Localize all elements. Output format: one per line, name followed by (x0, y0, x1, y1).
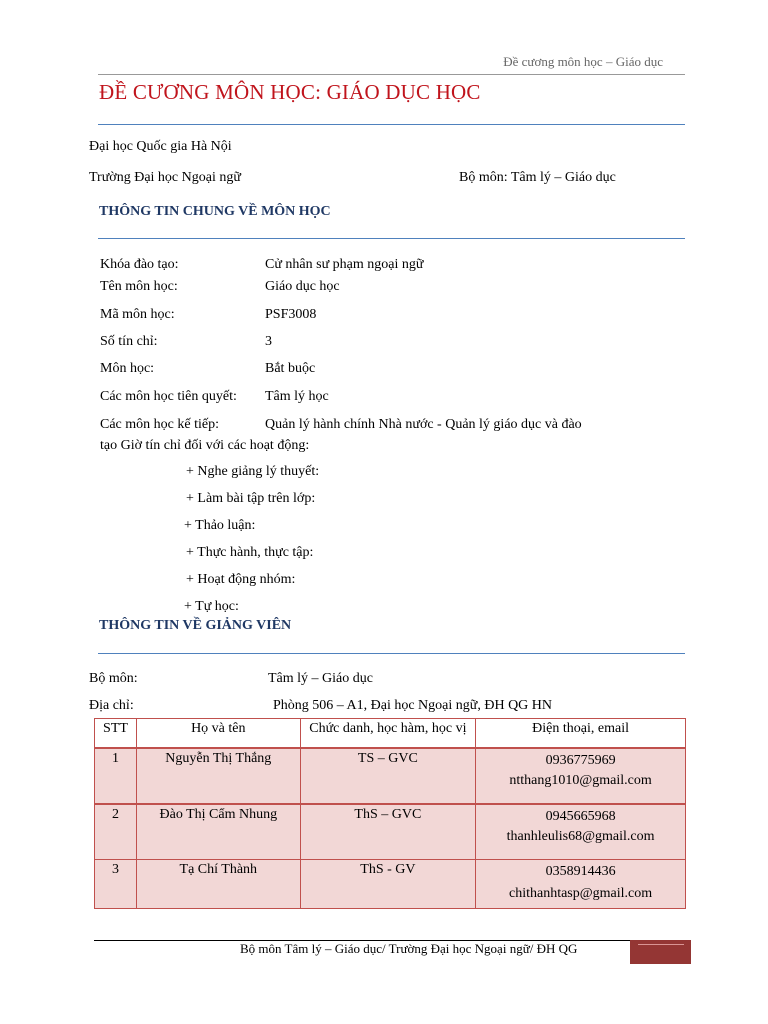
field-label-next-courses: Các môn học kế tiếp: (100, 417, 219, 432)
header-divider (98, 74, 685, 75)
field-value-credits: 3 (265, 334, 272, 349)
field-label-program: Khóa đào tạo: (100, 257, 179, 272)
cell-email: ntthang1010@gmail.com (509, 773, 652, 788)
table-header-row (95, 719, 686, 749)
cell-contact (476, 748, 686, 804)
field-value-course-code: PSF3008 (265, 307, 317, 322)
field-value-prerequisites: Tâm lý học (265, 389, 329, 404)
table-row (95, 860, 686, 909)
cell-stt: 2 (95, 804, 137, 860)
cell-name: Nguyễn Thị Thắng (136, 748, 300, 804)
cell-name: Tạ Chí Thành (136, 860, 300, 909)
column-header-name: Họ và tên (136, 719, 300, 749)
activity-item: + Tự học: (184, 599, 239, 614)
cell-phone: 0945665968 (545, 809, 616, 824)
page-number-box-rule (638, 944, 684, 945)
cell-title: TS – GVC (300, 748, 476, 804)
cell-email: thanhleulis68@gmail.com (506, 829, 655, 844)
activity-item: + Thực hành, thực tập: (186, 545, 314, 560)
cell-name: Đào Thị Cẩm Nhung (136, 804, 300, 860)
table-row (95, 748, 686, 804)
course-info-heading: THÔNG TIN CHUNG VỀ MÔN HỌC (99, 204, 331, 219)
field-continuation-text: tạo Giờ tín chỉ đối với các hoạt động: (100, 438, 310, 453)
lecturer-address-value: Phòng 506 – A1, Đại học Ngoại ngữ, ĐH QG HN (273, 698, 553, 713)
cell-stt: 1 (95, 748, 137, 804)
activity-item: + Thảo luận: (184, 518, 256, 533)
lecturer-department-value: Tâm lý – Giáo dục (268, 671, 373, 686)
footer-text: Bộ môn Tâm lý – Giáo dục/ Trường Đại học Ngoại ngữ/ ĐH QG (240, 941, 578, 956)
university-name: Đại học Quốc gia Hà Nội (89, 139, 232, 154)
cell-title: ThS - GV (300, 860, 476, 909)
activity-item: + Làm bài tập trên lớp: (186, 491, 316, 506)
cell-title: ThS – GVC (300, 804, 476, 860)
cell-phone: 0936775969 (545, 753, 616, 768)
cell-email: chithanhtasp@gmail.com (509, 886, 653, 901)
department-name: Bộ môn: Tâm lý – Giáo dục (459, 170, 616, 185)
field-label-course-name: Tên môn học: (100, 279, 178, 294)
lecturer-table (94, 718, 686, 909)
column-header-title: Chức danh, học hàm, học vị (300, 719, 476, 749)
document-title: ĐỀ CƯƠNG MÔN HỌC: GIÁO DỤC HỌC (99, 80, 481, 104)
activity-item: + Nghe giảng lý thuyết: (186, 464, 320, 479)
lecturer-address-label: Địa chỉ: (89, 698, 134, 713)
lecturer-info-divider (98, 653, 685, 654)
field-value-program: Cử nhân sư phạm ngoại ngữ (265, 257, 424, 272)
course-info-divider (98, 238, 685, 239)
lecturer-department-label: Bộ môn: (89, 671, 138, 686)
lecturer-info-heading: THÔNG TIN VỀ GIẢNG VIÊN (99, 618, 292, 633)
cell-contact (476, 860, 686, 909)
field-value-course-type: Bắt buộc (265, 361, 316, 376)
table-row (95, 804, 686, 860)
column-header-contact: Điện thoại, email (476, 719, 686, 749)
school-name: Trường Đại học Ngoại ngữ (89, 170, 241, 185)
field-label-credits: Số tín chỉ: (100, 334, 158, 349)
title-divider (98, 124, 685, 125)
field-label-course-type: Môn học: (100, 361, 155, 376)
field-value-next-courses: Quản lý hành chính Nhà nước - Quản lý giáo dục và đào (265, 417, 582, 432)
cell-contact (476, 804, 686, 860)
activity-item: + Hoạt động nhóm: (186, 572, 296, 587)
running-header: Đề cương môn học – Giáo dục (503, 54, 663, 69)
field-label-course-code: Mã môn học: (100, 307, 175, 322)
cell-stt: 3 (95, 860, 137, 909)
cell-phone: 0358914436 (545, 864, 616, 879)
column-header-stt: STT (95, 719, 137, 749)
field-label-prerequisites: Các môn học tiên quyết: (100, 389, 237, 404)
field-value-course-name: Giáo dục học (265, 279, 340, 294)
